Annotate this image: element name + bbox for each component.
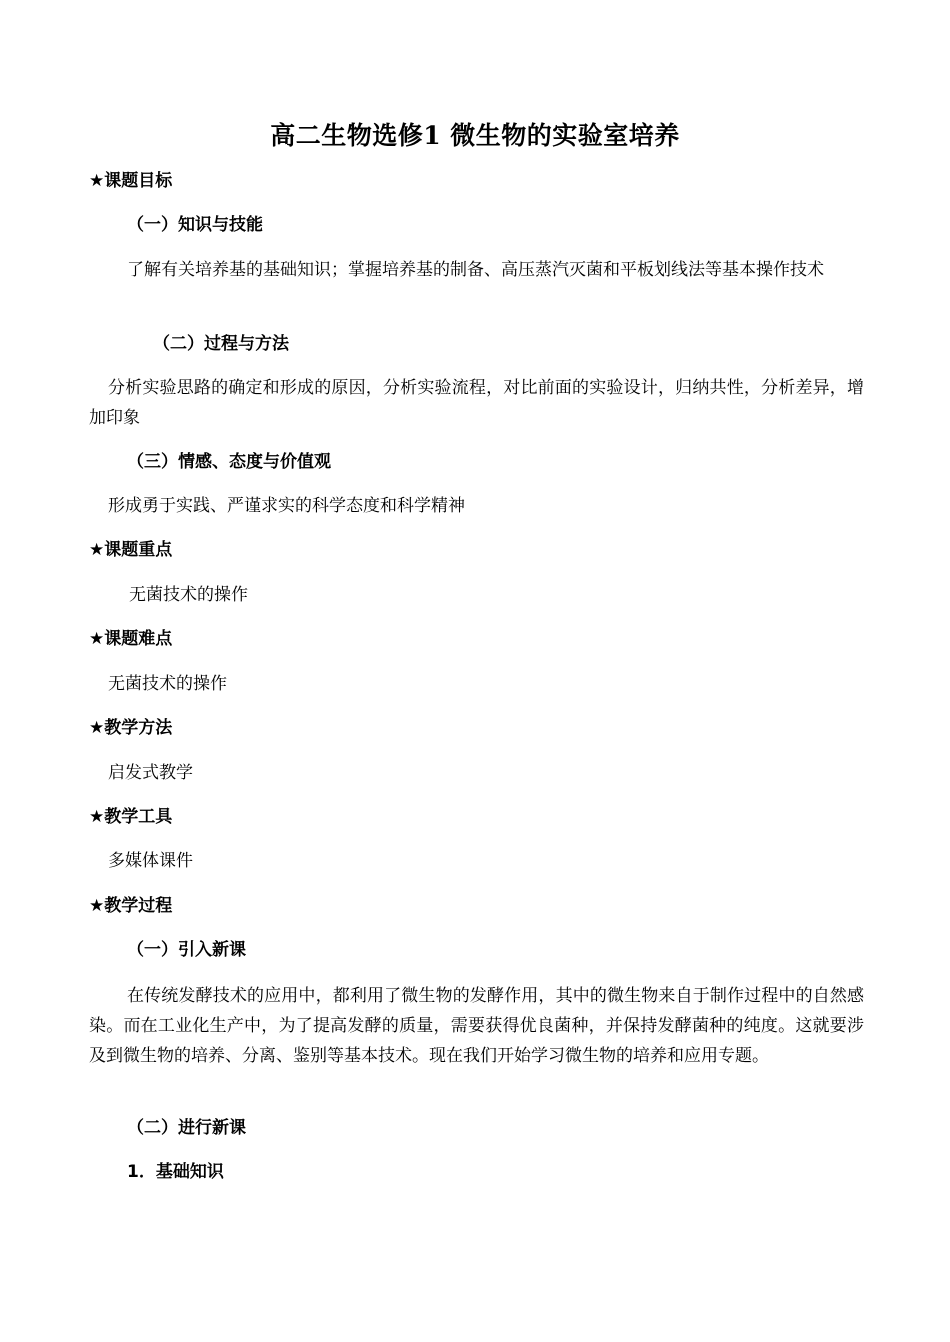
emotion-text: 形成勇于实践、严谨求实的科学态度和科学精神 [108,496,465,516]
tools-heading: ★教学工具 [89,807,173,827]
teaching-process-heading: ★教学过程 [89,896,173,916]
intro-heading: （一）引入新课 [127,940,246,960]
knowledge-text: 了解有关培养基的基础知识；掌握培养基的制备、高压蒸汽灭菌和平板划线法等基本操作技术 [127,260,824,280]
intro-text: 在传统发酵技术的应用中，都利用了微生物的发酵作用，其中的微生物来自于制作过程中的自然感染。而在工业化生产中，为了提高发酵的质量，需要获得优良菌种，并保持发酵菌种的纯度。这就要涉及到微生物的培养、分离、鉴别等基本技术。现在我们开始学习微生物的培养和应用专题。 [89,986,864,1066]
page-title: 高二生物选修1 微生物的实验室培养 [270,121,680,150]
goals-heading: ★课题目标 [89,171,173,191]
knowledge-heading: （一）知识与技能 [127,215,263,235]
key-heading: ★课题重点 [89,540,173,560]
difficulty-text: 无菌技术的操作 [108,674,227,694]
process-heading: （二）过程与方法 [153,334,289,354]
basics-heading: 1．基础知识 [127,1162,224,1182]
emotion-heading: （三）情感、态度与价值观 [127,452,331,472]
method-text: 启发式教学 [108,763,193,783]
method-heading: ★教学方法 [89,718,173,738]
key-text: 无菌技术的操作 [129,585,248,605]
process-text: 分析实验思路的确定和形成的原因，分析实验流程，对比前面的实验设计，归纳共性，分析差异，增加印象 [89,378,864,428]
difficulty-heading: ★课题难点 [89,629,173,649]
tools-text: 多媒体课件 [108,851,193,871]
new-lesson-heading: （二）进行新课 [127,1118,246,1138]
